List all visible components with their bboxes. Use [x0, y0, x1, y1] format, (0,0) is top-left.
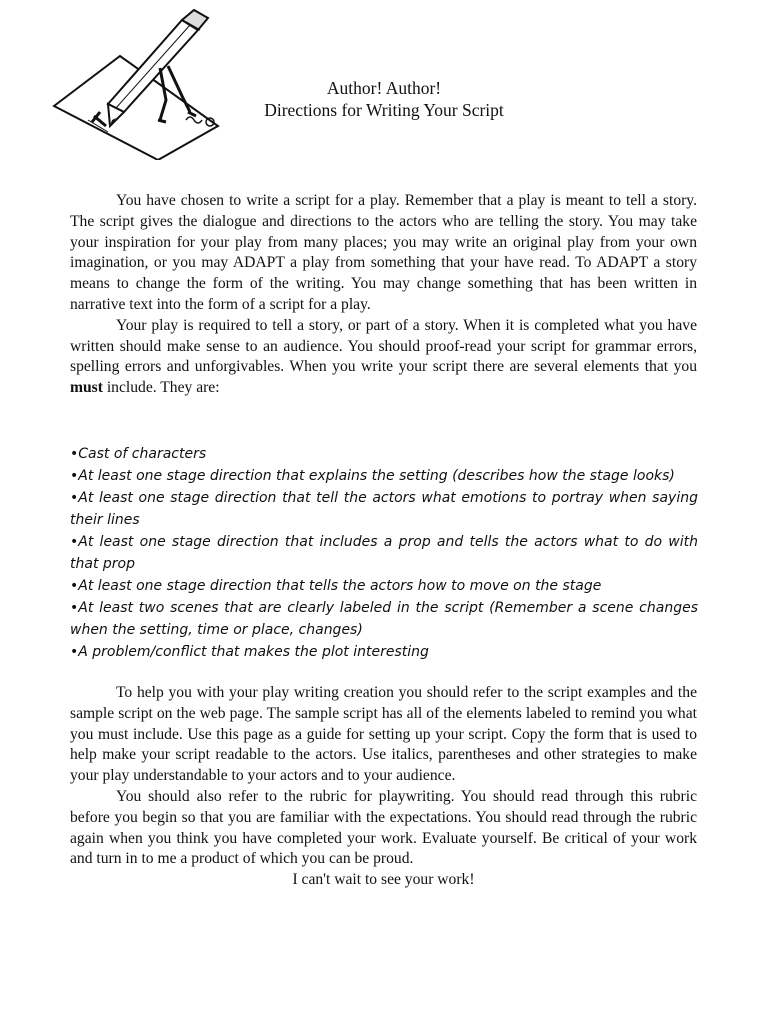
document-title [0, 77, 768, 121]
bullet-icon: • [70, 578, 79, 594]
requirements-list [70, 443, 698, 663]
list-item [70, 487, 698, 531]
list-item [70, 597, 698, 641]
bullet-icon: • [70, 600, 79, 616]
guidance-paragraph-1: To help you with your play writing creation you should refer to the script examples and the sample script on the web page. The sample script has all of the elements labeled to remind you what you must include. Use this page as a guide for setting up your script. Copy the form that is used to help make your script readable to the actors. Use italics, parentheses and other strategies to make your play understandable to your actors and to your audience. [70, 684, 697, 785]
list-item-text: A problem/conflict that makes the plot interesting [78, 644, 429, 660]
title-line-2: Directions for Writing Your Script [264, 100, 504, 120]
list-item [70, 575, 698, 597]
intro-paragraph-1: You have chosen to write a script for a play. Remember that a play is meant to tell a story. The script gives the dialogue and directions to the actors who are telling the story. You may take your inspiration for your play from many places; you may write an original play from your own imagination, or you may ADAPT a play from something that your have read. To ADAPT a story means to change the form of the writing. You may change something that has been written in narrative text into the form of a script for a play. [70, 192, 697, 313]
list-item [70, 443, 698, 465]
title-line-1: Author! Author! [326, 78, 442, 98]
list-item-text: At least one stage direction that includes a prop and tells the actors what to do with that prop [70, 534, 698, 572]
bullet-icon: • [70, 644, 79, 660]
list-item [70, 465, 698, 487]
bullet-icon: • [70, 534, 79, 550]
list-item-text: At least two scenes that are clearly labeled in the script (Remember a scene changes when the setting, time or place, changes) [70, 600, 698, 638]
bullet-icon: • [70, 468, 79, 484]
list-item-text: At least one stage direction that tells the actors how to move on the stage [78, 578, 602, 594]
closing-line: I can't wait to see your work! [292, 871, 475, 889]
bullet-icon: • [70, 446, 79, 462]
list-item-text: Cast of characters [78, 446, 207, 462]
list-item-text: At least one stage direction that tell the actors what emotions to portray when saying their lines [70, 490, 698, 528]
intro-paragraph-2-text: Your play is required to tell a story, or part of a story. When it is completed what you have written should make sense to an audience. You should proof-read your script for grammar errors, spelling errors and unforgivables. When you write your script there are several elements that you [70, 316, 697, 376]
intro-section [70, 191, 697, 399]
guidance-paragraph-2: You should also refer to the rubric for playwriting. You should read through this rubric before you begin so that you are familiar with the expectations. You should read through the rubric again when you think you have completed your work. Evaluate yourself. Be critical of your work and turn in to me a product of which you can be proud. [70, 787, 697, 868]
list-item-text: At least one stage direction that explains the setting (describes how the stage looks) [78, 468, 675, 484]
intro-paragraph-2 [70, 316, 697, 399]
list-item [70, 641, 698, 663]
guidance-section [70, 683, 697, 891]
intro-paragraph-2-end: include. They are: [102, 379, 220, 397]
emphasis-must: must [70, 379, 103, 397]
list-item [70, 531, 698, 575]
bullet-icon: • [70, 490, 79, 506]
